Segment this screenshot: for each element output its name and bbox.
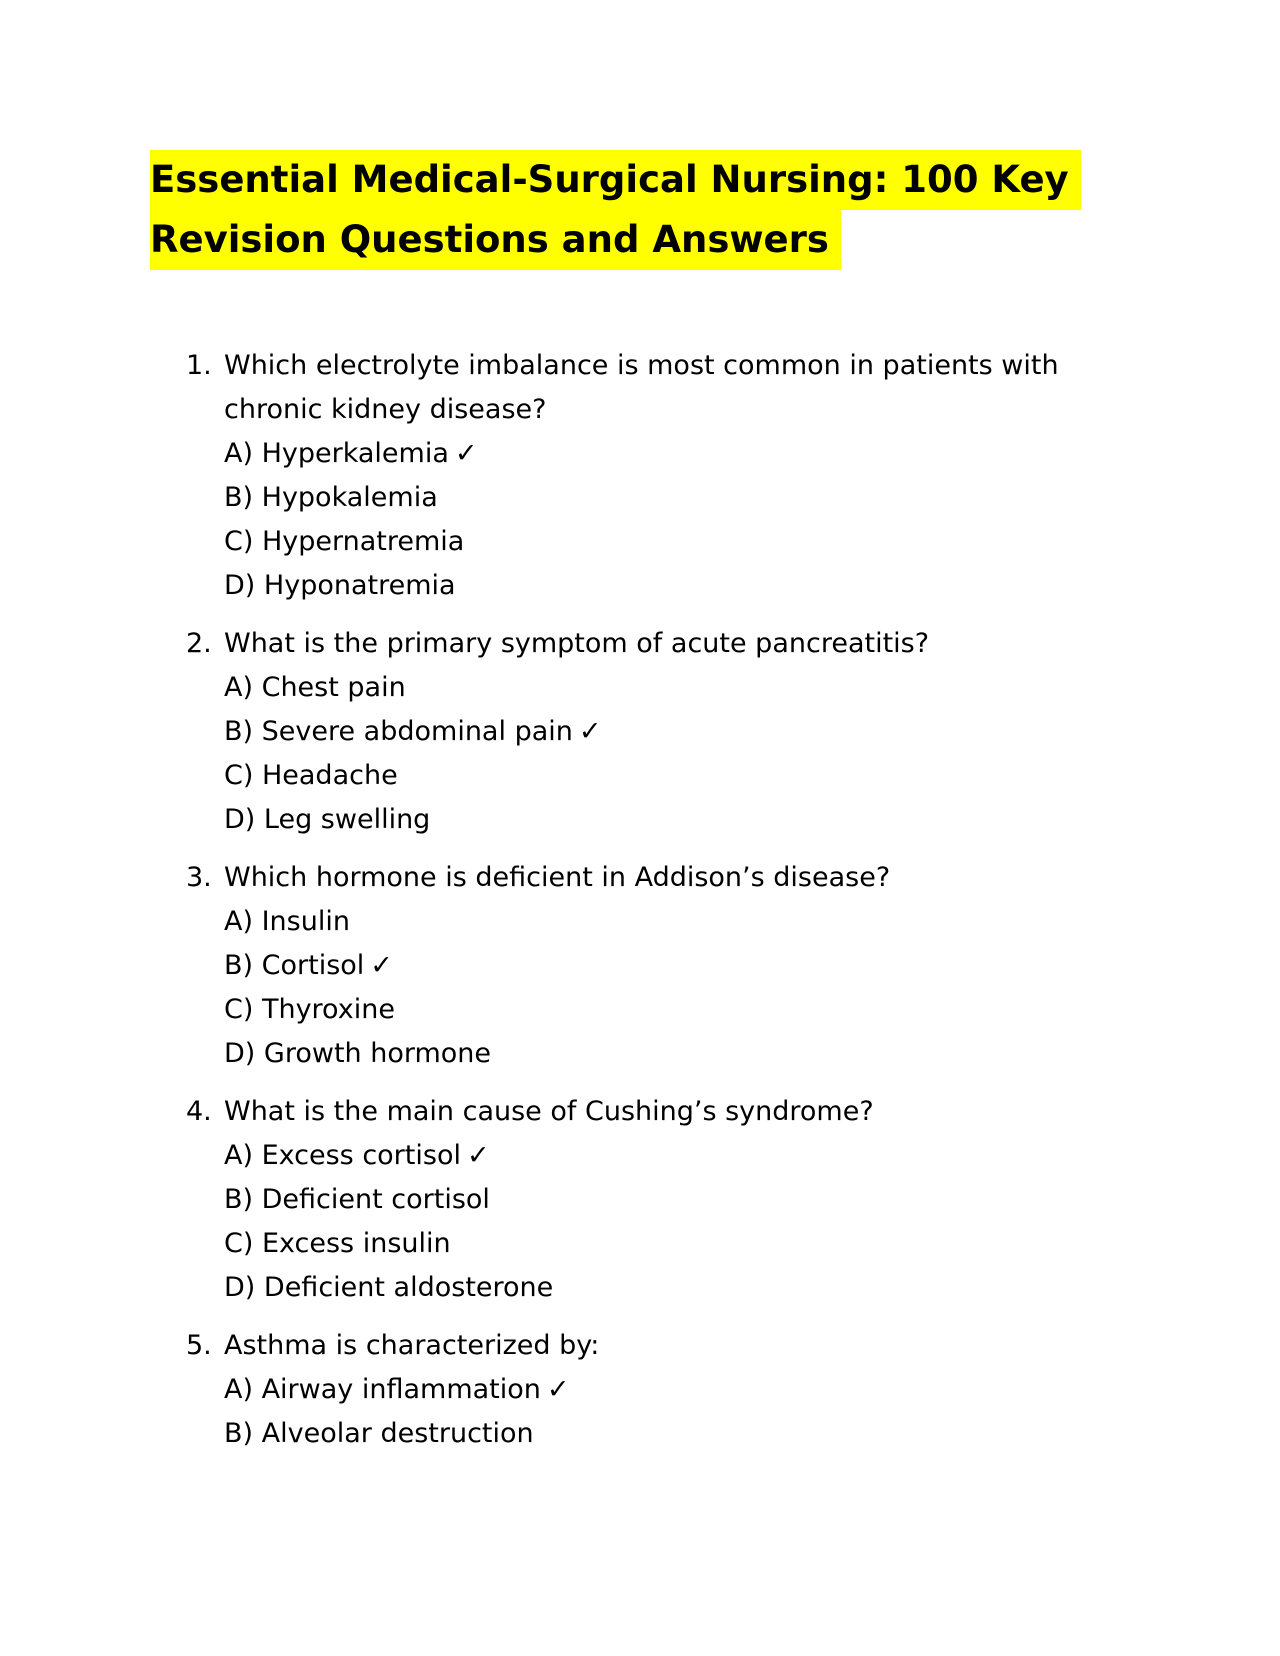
question-item [186,344,1106,608]
question-text: What is the primary symptom of acute pancreatitis? [224,628,930,659]
answer-options [224,666,1106,842]
checkmark-icon: ✓ [370,950,393,981]
question-row [186,1090,1106,1134]
answer-option [224,520,1106,564]
answer-option-label: C) Thyroxine [224,994,395,1025]
question-number: 4. [186,1096,212,1127]
answer-options [224,432,1106,608]
question-text: What is the main cause of Cushing’s syndrome? [224,1096,874,1127]
answer-option-label: C) Headache [224,760,398,791]
answer-option-label: C) Excess insulin [224,1228,451,1259]
question-number: 5. [186,1330,212,1361]
question-list [186,344,1106,1470]
checkmark-icon: ✓ [578,716,602,747]
question-item [186,1324,1106,1456]
question-row [186,344,1106,432]
answer-options [224,900,1106,1076]
question-text: Asthma is characterized by: [224,1330,600,1361]
answer-option-label: A) Insulin [224,906,350,937]
answer-option [224,900,1106,944]
answer-option [224,944,1106,988]
answer-option [224,666,1106,710]
answer-option-label: A) Airway inflammation [224,1374,541,1405]
question-text: Which electrolyte imbalance is most common in patients with chronic kidney disease? [224,350,1059,425]
answer-option [224,1134,1106,1178]
answer-options [224,1134,1106,1310]
checkmark-icon: ✓ [454,438,478,469]
answer-option [224,988,1106,1032]
answer-option [224,1178,1106,1222]
answer-option [224,710,1106,754]
question-row [186,1324,1106,1368]
answer-option-label: B) Severe abdominal pain [224,716,573,747]
answer-option-label: D) Leg swelling [224,804,431,835]
answer-option-label: D) Hyponatremia [224,570,456,601]
answer-option-label: C) Hypernatremia [224,526,465,557]
answer-option-label: B) Hypokalemia [224,482,438,513]
question-number: 1. [186,350,212,381]
question-item [186,622,1106,842]
answer-option-label: A) Hyperkalemia [224,438,449,469]
question-item [186,1090,1106,1310]
answer-option [224,1222,1106,1266]
answer-options [224,1368,1106,1456]
question-number: 3. [186,862,212,893]
question-item [186,856,1106,1076]
checkmark-icon: ✓ [546,1374,570,1405]
answer-option-label: A) Chest pain [224,672,406,703]
answer-option-label: B) Deficient cortisol [224,1184,490,1215]
answer-option [224,754,1106,798]
answer-option-label: B) Alveolar destruction [224,1418,534,1449]
answer-option [224,1412,1106,1456]
document-title [150,150,1070,270]
answer-option [224,564,1106,608]
answer-option-label: A) Excess cortisol [224,1140,461,1171]
answer-option [224,798,1106,842]
title-line-2: Revision Questions and Answers [150,210,841,270]
question-row [186,856,1106,900]
answer-option [224,1368,1106,1412]
checkmark-icon: ✓ [466,1140,490,1171]
answer-option-label: B) Cortisol [224,950,365,981]
answer-option-label: D) Deficient aldosterone [224,1272,554,1303]
title-line-1: Essential Medical-Surgical Nursing: 100 Key [150,150,1081,210]
answer-option [224,432,1106,476]
answer-option [224,476,1106,520]
answer-option [224,1266,1106,1310]
question-text: Which hormone is deficient in Addison’s disease? [224,862,891,893]
question-row [186,622,1106,666]
answer-option-label: D) Growth hormone [224,1038,492,1069]
answer-option [224,1032,1106,1076]
question-number: 2. [186,628,212,659]
